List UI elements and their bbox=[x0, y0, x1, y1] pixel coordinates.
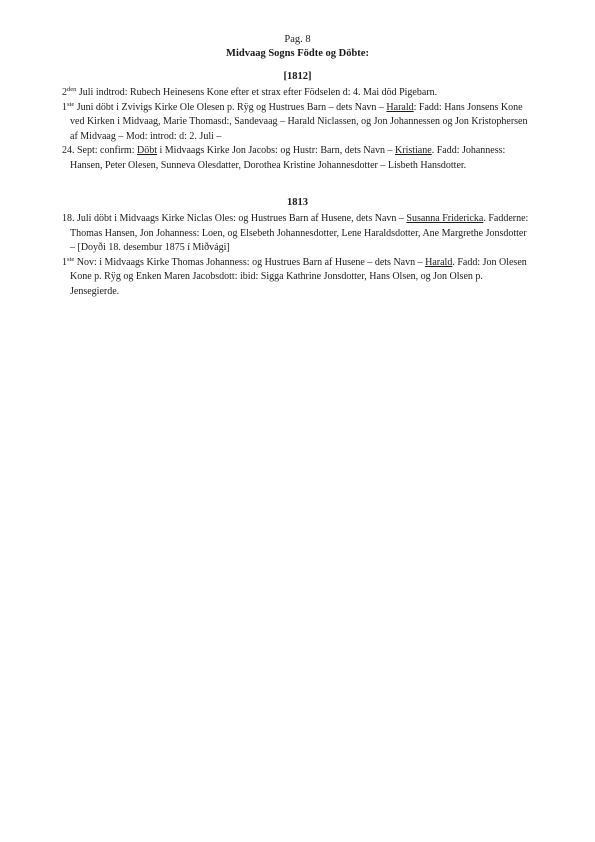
register-entry bbox=[62, 144, 534, 173]
entry-text: . Fadd: Jon Olesen Kone p. Rÿg og Enken Maren Jacobsdott: ibid: Sigga Kathrine Jonsdotter, Hans Olsen, og Jon Olsen p. Jensegierde. bbox=[70, 256, 527, 297]
entry-text: i Midvaags Kirke Jon Jacobs: og Hustr: Barn, dets Navn – bbox=[157, 145, 396, 156]
page-number: Pag. 8 bbox=[284, 34, 311, 45]
ordinal-suffix: ste bbox=[67, 255, 75, 263]
ordinal-suffix: ste bbox=[67, 100, 75, 108]
underlined-name: Harald bbox=[386, 101, 414, 113]
underlined-name: Harald bbox=[425, 256, 453, 268]
register-entry bbox=[62, 212, 534, 256]
register-entry bbox=[62, 86, 534, 101]
entry-text: . Fadd: Johanness: Hansen, Peter Olesen, Sunneva Olesdatter, Dorothea Kristine Johannesdotter – Lisbeth Hansdotter. bbox=[70, 145, 506, 171]
entry-text: Juni döbt i Zvivigs Kirke Ole Olesen p. Rÿg og Hustrues Barn – dets Navn – bbox=[74, 101, 387, 113]
entry-text: 2 bbox=[62, 87, 67, 98]
entry-text: 24. Sept: confirm: bbox=[62, 145, 137, 156]
entry-text: 1 bbox=[62, 256, 67, 268]
register-entry bbox=[62, 101, 534, 145]
entry-text: : Fadd: Hans Jonsens Kone ved Kirken i Midvaag, Marie Thomasd:, Sandevaag – Harald Niclassen, og Jon Johannessen og Jon Kristophersen af Midvaag – Mod: introd: d: 2. Juli – bbox=[70, 101, 528, 142]
section-entries-1813 bbox=[62, 212, 534, 299]
entry-text: 1 bbox=[62, 101, 67, 113]
entry-text: Juli indtrod: Rubech Heinesens Kone efter et strax efter Födselen d: 4. Mai död Pigebarn. bbox=[76, 87, 438, 98]
underlined-name: Döbt bbox=[137, 145, 157, 156]
ordinal-suffix: den bbox=[67, 86, 77, 93]
page-header bbox=[0, 33, 595, 61]
entry-text: . Fadderne: Thomas Hansen, Jon Johanness: Loen, og Elsebeth Johannesdotter, Lene Haraldsdotter, Ane Margrethe Jonsdotter – [Doyði 18. desembur 1875 í Miðvági] bbox=[70, 213, 529, 253]
page-title: Midvaag Sogns Födte og Döbte: bbox=[226, 48, 369, 59]
register-entry bbox=[62, 256, 534, 300]
section-year-1812: [1812] bbox=[283, 71, 312, 82]
section-year-1813: 1813 bbox=[287, 197, 308, 208]
underlined-name: Susanna Fridericka bbox=[406, 213, 484, 224]
underlined-name: Kristiane bbox=[395, 145, 432, 156]
entry-text: 18. Juli döbt i Midvaags Kirke Niclas Oles: og Hustrues Barn af Husene, dets Navn – bbox=[62, 213, 407, 224]
entry-text: Nov: i Midvaags Kirke Thomas Johanness: og Hustrues Barn af Husene – dets Navn – bbox=[74, 256, 426, 268]
section-entries-1812 bbox=[62, 86, 534, 173]
